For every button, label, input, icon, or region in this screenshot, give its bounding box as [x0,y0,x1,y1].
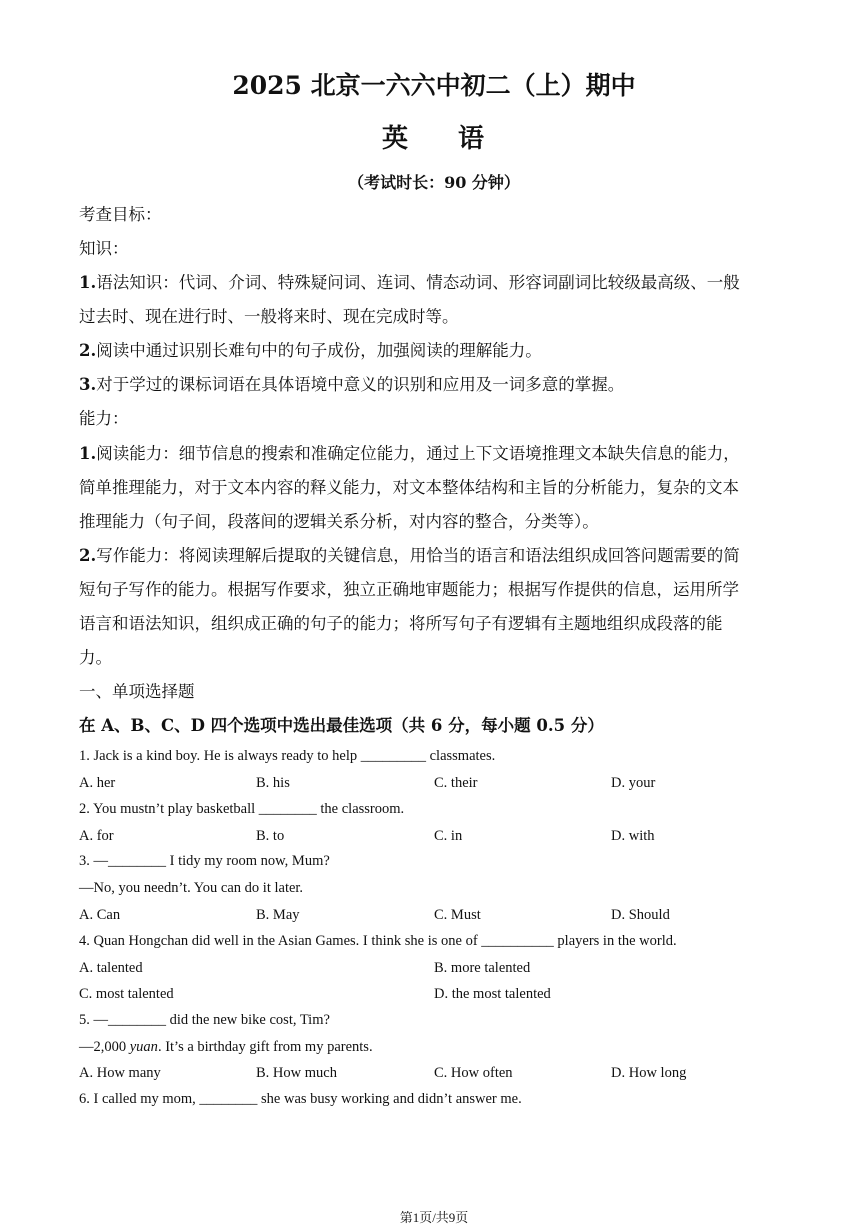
q5-option-c: C. How often [434,1065,513,1081]
page-number: 第1页/共9页 [399,1210,469,1225]
reply-text: . It’s a birthday gift from my parents. [157,1039,373,1055]
question-2-stem: 2. You mustn’t play basketball ________ the classroom. [79,801,405,817]
q4-option-a: A. talented [79,960,143,976]
item-text: 阅读能力：细节信息的搜索和准确定位能力，通过上下文语境推理文本缺失信息的能力， [96,444,740,463]
q4-option-d: D. the most talented [434,986,551,1002]
q5-option-a: A. How many [79,1065,161,1081]
q3-option-d: D. Should [611,907,670,923]
item-text: 对于学过的课标词语在具体语境中意义的识别和应用及一词多意的掌握。 [96,375,625,394]
question-3-reply: —No, you needn’t. You can do it later. [79,880,304,896]
exam-duration: （考试时长：90 分钟） [348,173,520,192]
question-6-stem: 6. I called my mom, ________ she was busy working and didn’t answer me. [79,1091,522,1107]
item-text: 语法知识：代词、介词、特殊疑问词、连词、情态动词、形容词副词比较级最高级、一般 [96,273,740,292]
q2-option-d: D. with [611,828,655,844]
exam-title: 2025 北京一六六中初二（上）期中 [232,71,636,100]
item-text: 写作能力：将阅读理解后提取的关键信息，用恰当的语言和语法组织成回答问题需要的简 [96,546,740,565]
q4-option-b: B. more talented [434,960,531,976]
question-1-stem: 1. Jack is a kind boy. He is always ready to help _________ classmates. [79,748,496,764]
q4-option-c: C. most talented [79,986,174,1002]
ability-item-2-cont-2: 语言和语法知识，组织成正确的句子的能力；将所写句子有逻辑有主题地组织成段落的能 [79,614,723,633]
reply-text: —2,000 [79,1039,130,1055]
knowledge-item-3 [79,375,791,395]
ability-item-2-cont-3: 力。 [79,648,112,667]
knowledge-heading: 知识： [79,239,129,258]
item-number: 1. [79,444,97,463]
ability-item-2-cont-1: 短句子写作的能力。根据写作要求，独立正确地审题能力；根据写作提供的信息，运用所学 [79,580,739,599]
subject-char-2: 语 [458,124,487,154]
subject-char-1: 英 [381,124,410,154]
knowledge-item-1-cont: 过去时、现在进行时、一般将来时、现在完成时等。 [79,307,459,326]
ability-item-1 [79,444,791,464]
q1-option-c: C. their [434,775,478,791]
question-5-stem: 5. —________ did the new bike cost, Tim? [79,1012,330,1028]
q1-option-d: D. your [611,775,656,791]
ability-item-1-cont-1: 简单推理能力，对于文本内容的释义能力，对文本整体结构和主旨的分析能力，复杂的文本 [79,478,739,497]
ability-item-1-cont-2: 推理能力（句子间，段落间的逻辑关系分析，对内容的整合，分类等）。 [79,512,599,531]
knowledge-item-2 [79,341,791,361]
item-number: 2. [79,546,97,565]
q3-option-c: C. Must [434,907,481,923]
q5-option-b: B. How much [256,1065,337,1081]
knowledge-item-1 [79,273,791,293]
q3-option-b: B. May [256,907,300,923]
q2-option-b: B. to [256,828,285,844]
subject-title [0,118,868,155]
q1-option-b: B. his [256,775,290,791]
question-4-stem: 4. Quan Hongchan did well in the Asian Games. I think she is one of __________ players in the world. [79,933,677,949]
ability-heading: 能力： [79,409,129,428]
ability-item-2 [79,546,791,566]
q3-option-a: A. Can [79,907,121,923]
reply-emphasis: yuan [129,1039,158,1055]
item-number: 3. [79,375,97,394]
question-3-stem: 3. —________ I tidy my room now, Mum? [79,853,330,869]
item-text: 阅读中通过识别长难句中的句子成份，加强阅读的理解能力。 [96,341,542,360]
q5-option-d: D. How long [611,1065,687,1081]
section-instruction: 在 A、B、C、D 四个选项中选出最佳选项（共 6 分，每小题 0.5 分） [79,716,604,735]
question-5-reply [79,1039,373,1056]
section-heading: 一、单项选择题 [79,682,195,701]
item-number: 1. [79,273,97,292]
objectives-heading: 考查目标： [79,205,162,224]
q1-option-a: A. her [79,775,116,791]
q2-option-a: A. for [79,828,114,844]
item-number: 2. [79,341,97,360]
q2-option-c: C. in [434,828,463,844]
